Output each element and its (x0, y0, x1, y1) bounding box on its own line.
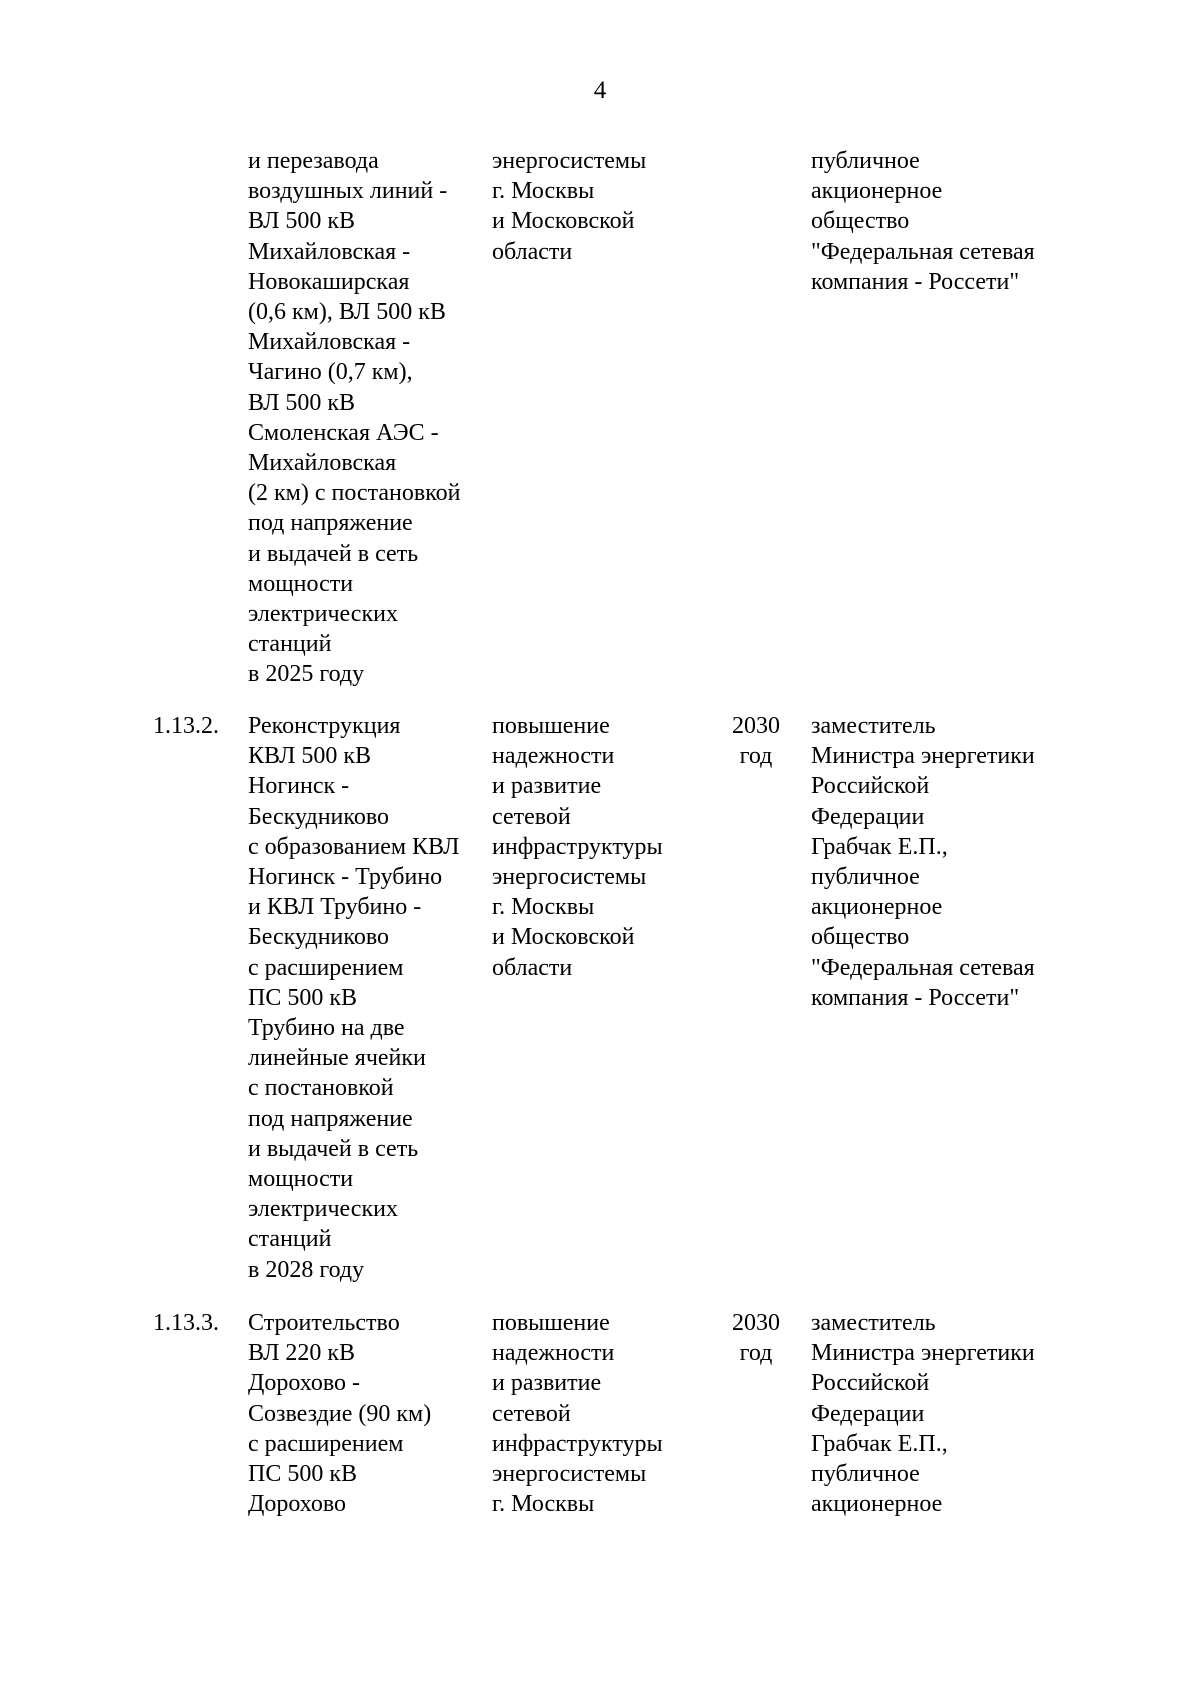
item-description: Строительство ВЛ 220 кВ Дорохово - Созвездие (90 км) с расширением ПС 500 кВ Дорохово (248, 1310, 432, 1518)
item-purpose: повышение надежности и развитие сетевой инфраструктуры энергосистемы г. Москвы и Московской области (492, 713, 663, 981)
item-deadline: 2030 год (732, 713, 780, 770)
item-description: и перезавода воздушных линий - ВЛ 500 кВ Михайловская - Новокаширская (0,6 км), ВЛ 500 кВ Михайловская - Чагино (0,7 км), ВЛ 500 кВ Смоленская АЭС - Михайловская (2 км) с постановкой под напряжение и выдачей в сеть мощности электрических станций в 2025 году (248, 148, 461, 688)
item-responsible: заместитель Министра энергетики Российской Федерации Грабчак Е.П., публичное акционерное (811, 1310, 1035, 1518)
item-number: 1.13.2. (153, 713, 219, 739)
item-responsible: публичное акционерное общество "Федеральная сетевая компания - Россети" (811, 148, 1035, 295)
item-responsible: заместитель Министра энергетики Российской Федерации Грабчак Е.П., публичное акционерное общество "Федеральная сетевая компания - Россети" (811, 713, 1035, 1011)
item-number: 1.13.3. (153, 1310, 219, 1336)
item-purpose: энергосистемы г. Москвы и Московской области (492, 148, 647, 265)
item-deadline: 2030 год (732, 1310, 780, 1367)
item-description: Реконструкция КВЛ 500 кВ Ногинск - Бескудниково с образованием КВЛ Ногинск - Трубино и КВЛ Трубино - Бескудниково с расширением ПС 500 кВ Трубино на две линейные ячейки с постановкой под напряжение и выдачей в сеть мощности электрических станций в 2028 году (248, 713, 460, 1283)
item-purpose: повышение надежности и развитие сетевой инфраструктуры энергосистемы г. Москвы (492, 1310, 663, 1518)
page-number: 4 (593, 77, 607, 104)
